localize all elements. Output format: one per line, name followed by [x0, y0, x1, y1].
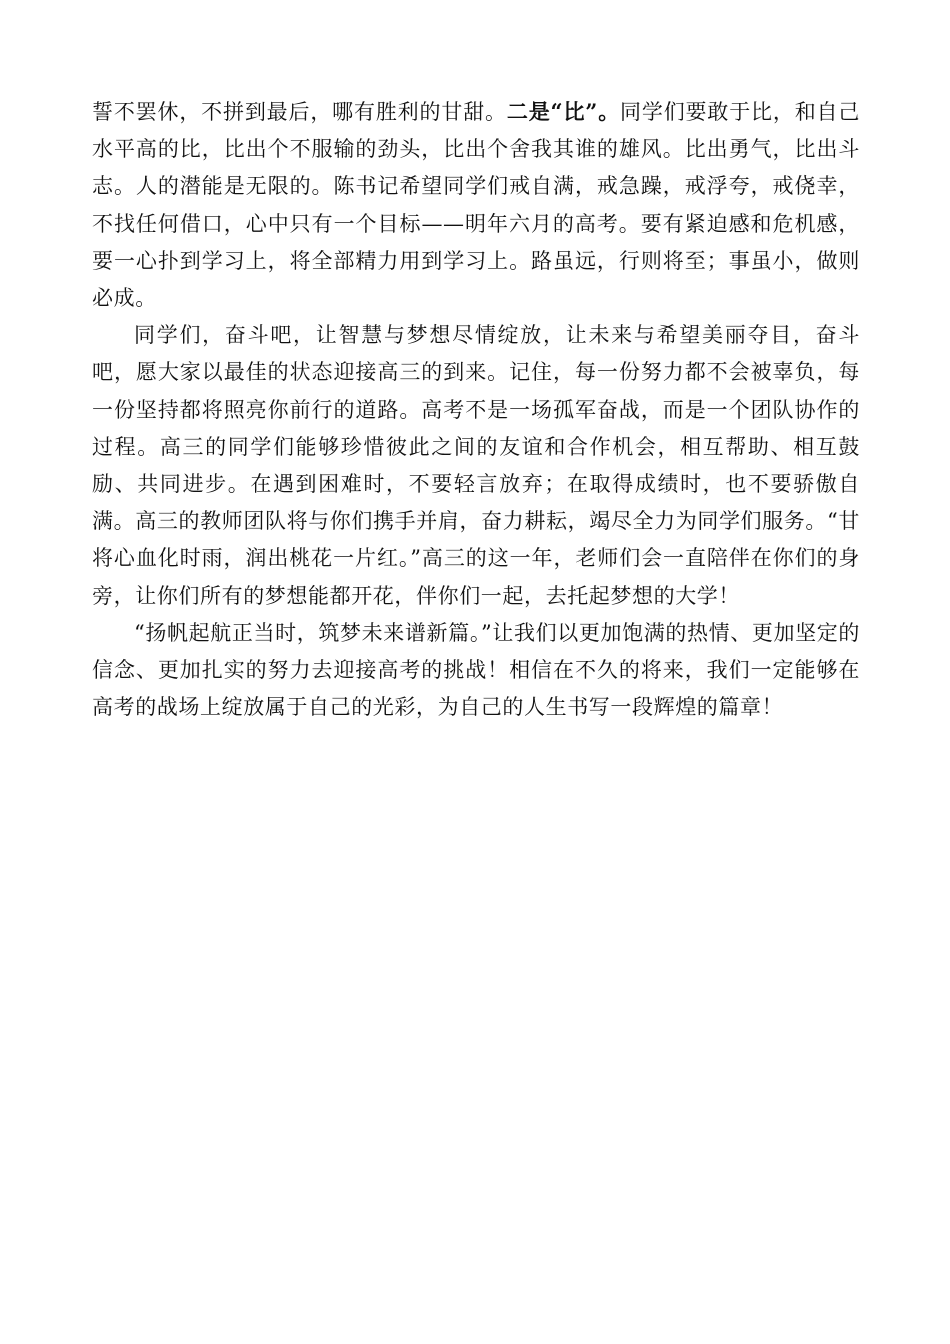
paragraph1-text-end: 同学们要敢于比，和自己水平高的比，比出个不服输的劲头，比出个舍我其谁的雄风。比出勇气，比出斗志。人的潜能是无限的。陈书记希望同学们戒自满，戒急躁，戒浮夸，戒侥幸，不找任何借口，心中只有一个目标——明年六月的高考。要有紧迫感和危机感，要一心扑到学习上，将全部精力用到学习上。路虽远，行则将至；事虽小，做则必成。 [92, 100, 860, 311]
paragraph-continuation [92, 93, 860, 317]
paragraph1-text-start: 誓不罢休，不拼到最后，哪有胜利的甘甜。 [92, 100, 507, 124]
document-page [92, 93, 860, 726]
paragraph-closing: “扬帆起航正当时，筑梦未来谱新篇。”让我们以更加饱满的热情、更加坚定的信念、更加扎实的努力去迎接高考的挑战！相信在不久的将来，我们一定能够在高考的战场上绽放属于自己的光彩，为自己的人生书写一段辉煌的篇章！ [92, 620, 860, 720]
emphasis-point-two: 二是“比”。 [506, 99, 621, 124]
paragraph-encouragement: 同学们，奋斗吧，让智慧与梦想尽情绽放，让未来与希望美丽夺目，奋斗吧，愿大家以最佳的状态迎接高三的到来。记住，每一份努力都不会被辜负，每一份坚持都将照亮你前行的道路。高考不是一场孤军奋战，而是一个团队协作的过程。高三的同学们能够珍惜彼此之间的友谊和合作机会，相互帮助、相互鼓励、共同进步。在遇到困难时，不要轻言放弃；在取得成绩时，也不要骄傲自满。高三的教师团队将与你们携手并肩，奋力耕耘，竭尽全力为同学们服务。“甘将心血化时雨，润出桃花一片红。”高三的这一年，老师们会一直陪伴在你们的身旁，让你们所有的梦想能都开花，伴你们一起，去托起梦想的大学！ [92, 323, 860, 608]
